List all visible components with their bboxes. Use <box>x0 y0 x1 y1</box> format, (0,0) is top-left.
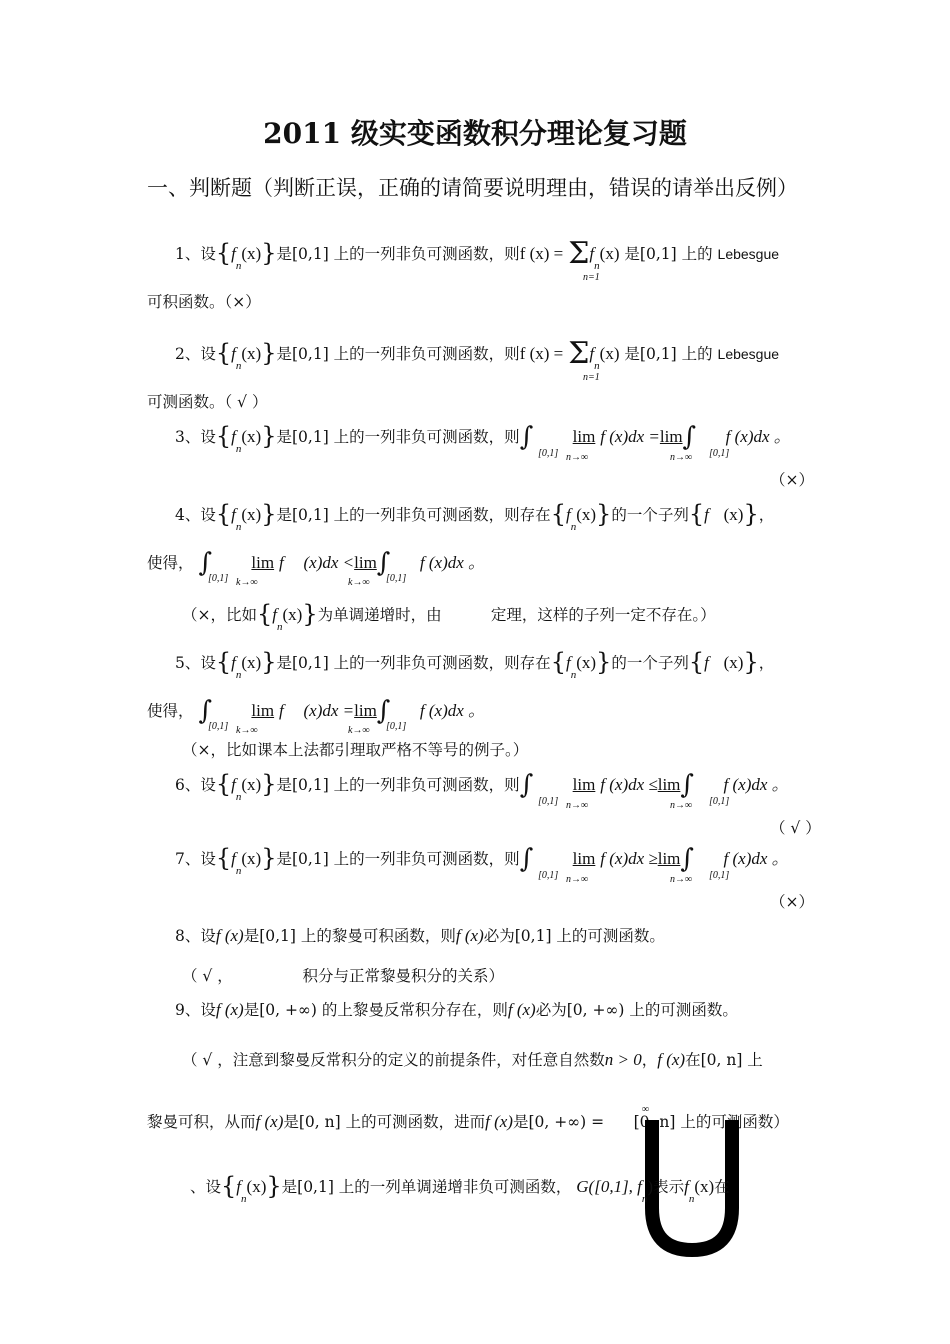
page-title: 2011 级实变函数积分理论复习题 <box>263 117 687 150</box>
question-5-line-1: 5、设$\{f_n(x)\}$是[0,1] 上的一列非负可测函数，则存在$\{f_n(x)\}$的一个子列{f (x)}， <box>175 648 775 681</box>
question-2-line-2: 可测函数。（ √ ） <box>147 393 268 411</box>
section-heading: 一、判断题（判断正误，正确的请简要说明理由，错误的请举出反例） <box>147 176 798 200</box>
question-5-note: （×，比如课本上法都引理取严格不等号的例子。） <box>182 741 529 759</box>
question-5-line-2: 使得， ∫ lim f (x)dx =lim∫ f (x)dx 。 <box>147 696 486 726</box>
question-7-line-1: 7、设$\{f_n(x)\}$是[0,1] 上的一列非负可测函数，则∫ lim f (x)dx ≥lim∫ f (x)dx 。 <box>175 844 789 877</box>
question-8-note: （ √ ， 积分与正常黎曼积分的关系） <box>182 967 504 985</box>
question-9-line-3: 黎曼可积，从而f (x)是[0, n] 上的可测函数，进而f (x)是[0, +∞) = [0, n] 上的可测函数） <box>147 1112 789 1131</box>
question-1-line-1: 1、设$\{f_n(x)\}$是[0,1] 上的一列非负可测函数，则f $(x) = \Sigma f_n(x)$ 是[0,1] 上的 Lebesgue <box>175 236 780 272</box>
question-8-line-1: 8、设f (x)是[0,1] 上的黎曼可积函数，则f (x)必为[0,1] 上的可测函数。 <box>175 926 665 945</box>
question-6-line-1: 6、设$\{f_n(x)\}$是[0,1] 上的一列非负可测函数，则∫ lim f (x)dx ≤lim∫ f (x)dx 。 <box>175 770 789 803</box>
question-4-line-1: 4、设$\{f_n(x)\}$是[0,1] 上的一列非负可测函数，则存在$\{f_n(x)\}$的一个子列{f (x)}， <box>175 500 775 533</box>
document-page: 2011 级实变函数积分理论复习题 一、判断题（判断正误，正确的请简要说明理由，错误的请举出反例） 1、设$\{f_n(x)\}$是[0,1] 上的一列非负可测函数，则f $(x) = \Sigma f_n(x)$ 是[0,1] 上的 Lebesgue n=1 可积函数。（×） 2、设$\{f_n(x)\}$是[0,1] 上的一列非负可测函数，则f $(x) = \Sigma f_n(x)$ 是[0,1] 上的 Lebesgue n=1 可测函数。（ √ ） 3、设$\{f_n(x)\}$是[0,1] 上的一列非负可测函数，则∫ lim f (x)dx =lim∫ f (x)dx 。 [0,1] n→∞ n→∞ [0,1] （×） 4、设$\{f_n(x)\}$是[0,1] 上的一列非负可测函数，则存在$\{f_n(x)\}$的一个子列{f (x)}， 使得， ∫ lim f (x)dx <lim∫ f (x)dx 。 [0,1] k→∞ k→∞ [0,1] （×，比如$\{f_n(x)\}$为单调递增时，由 定理，这样的子列一定不存在。） 5、设$\{f_n(x)\}$是[0,1] 上的一列非负可测函数，则存在$\{f_n(x)\}$的一个子列{f (x)}， 使得， ∫ lim f (x)dx =lim∫ f (x)dx 。 [0,1] k→∞ k→∞ [0,1] （×，比如课本上法都引理取严格不等号的例子。） 6、设$\{f_n(x)\}$是[0,1] 上的一列非负可测函数，则∫ lim f (x)dx ≤lim∫ f (x)dx 。 [0,1] n→∞ n→∞ [0,1] （ √ ） 7、设$\{f_n(x)\}$是[0,1] 上的一列非负可测函数，则∫ lim f (x)dx ≥lim∫ f (x)dx 。 [0,1] n→∞ n→∞ [0,1] （×） 8、设f (x)是[0,1] 上的黎曼可积函数，则f (x)必为[0,1] 上的可测函数。 （ √ ， 积分与正常黎曼积分的关系） 9、设f (x)是[0, +∞) 的上黎曼反常积分存在，则f (x)必为[0, +∞) 上的可测函数。 （ √ ，注意到黎曼反常积分的定义的前提条件，对任意自然数n > 0，f (x)在[0, n] 上 黎曼可积，从而f (x)是[0, n] 上的可测函数，进而f (x)是[0, +∞) = [0, n] 上的可测函数） ∞ 、设$\{f_n(x)\}$是[0,1] 上的一列单调递增非负可测函数， G([0,1], $f_n$)表示$f_n(x)$在 <box>0 0 950 1344</box>
question-4-line-2: 使得， ∫ lim f (x)dx <lim∫ f (x)dx 。 <box>147 548 486 578</box>
question-9-line-1: 9、设f (x)是[0, +∞) 的上黎曼反常积分存在，则f (x)必为[0, +∞) 上的可测函数。 <box>175 1000 738 1019</box>
question-2-line-1: 2、设$\{f_n(x)\}$是[0,1] 上的一列非负可测函数，则f $(x) = \Sigma f_n(x)$ 是[0,1] 上的 Lebesgue <box>175 336 780 372</box>
question-9-note: （ √ ，注意到黎曼反常积分的定义的前提条件，对任意自然数n > 0，f (x)在[0, n] 上 <box>182 1050 763 1069</box>
question-1-line-2: 可积函数。（×） <box>147 293 261 311</box>
question-3-line-1: 3、设$\{f_n(x)\}$是[0,1] 上的一列非负可测函数，则∫ lim f (x)dx =lim∫ f (x)dx 。 <box>175 422 791 455</box>
question-4-note: （×，比如$\{f_n(x)\}$为单调递增时，由 定理，这样的子列一定不存在。） <box>182 600 716 633</box>
question-10-line-1: 、设$\{f_n(x)\}$是[0,1] 上的一列单调递增非负可测函数， G([0,1], $f_n$)表示$f_n(x)$在 <box>190 1172 730 1205</box>
